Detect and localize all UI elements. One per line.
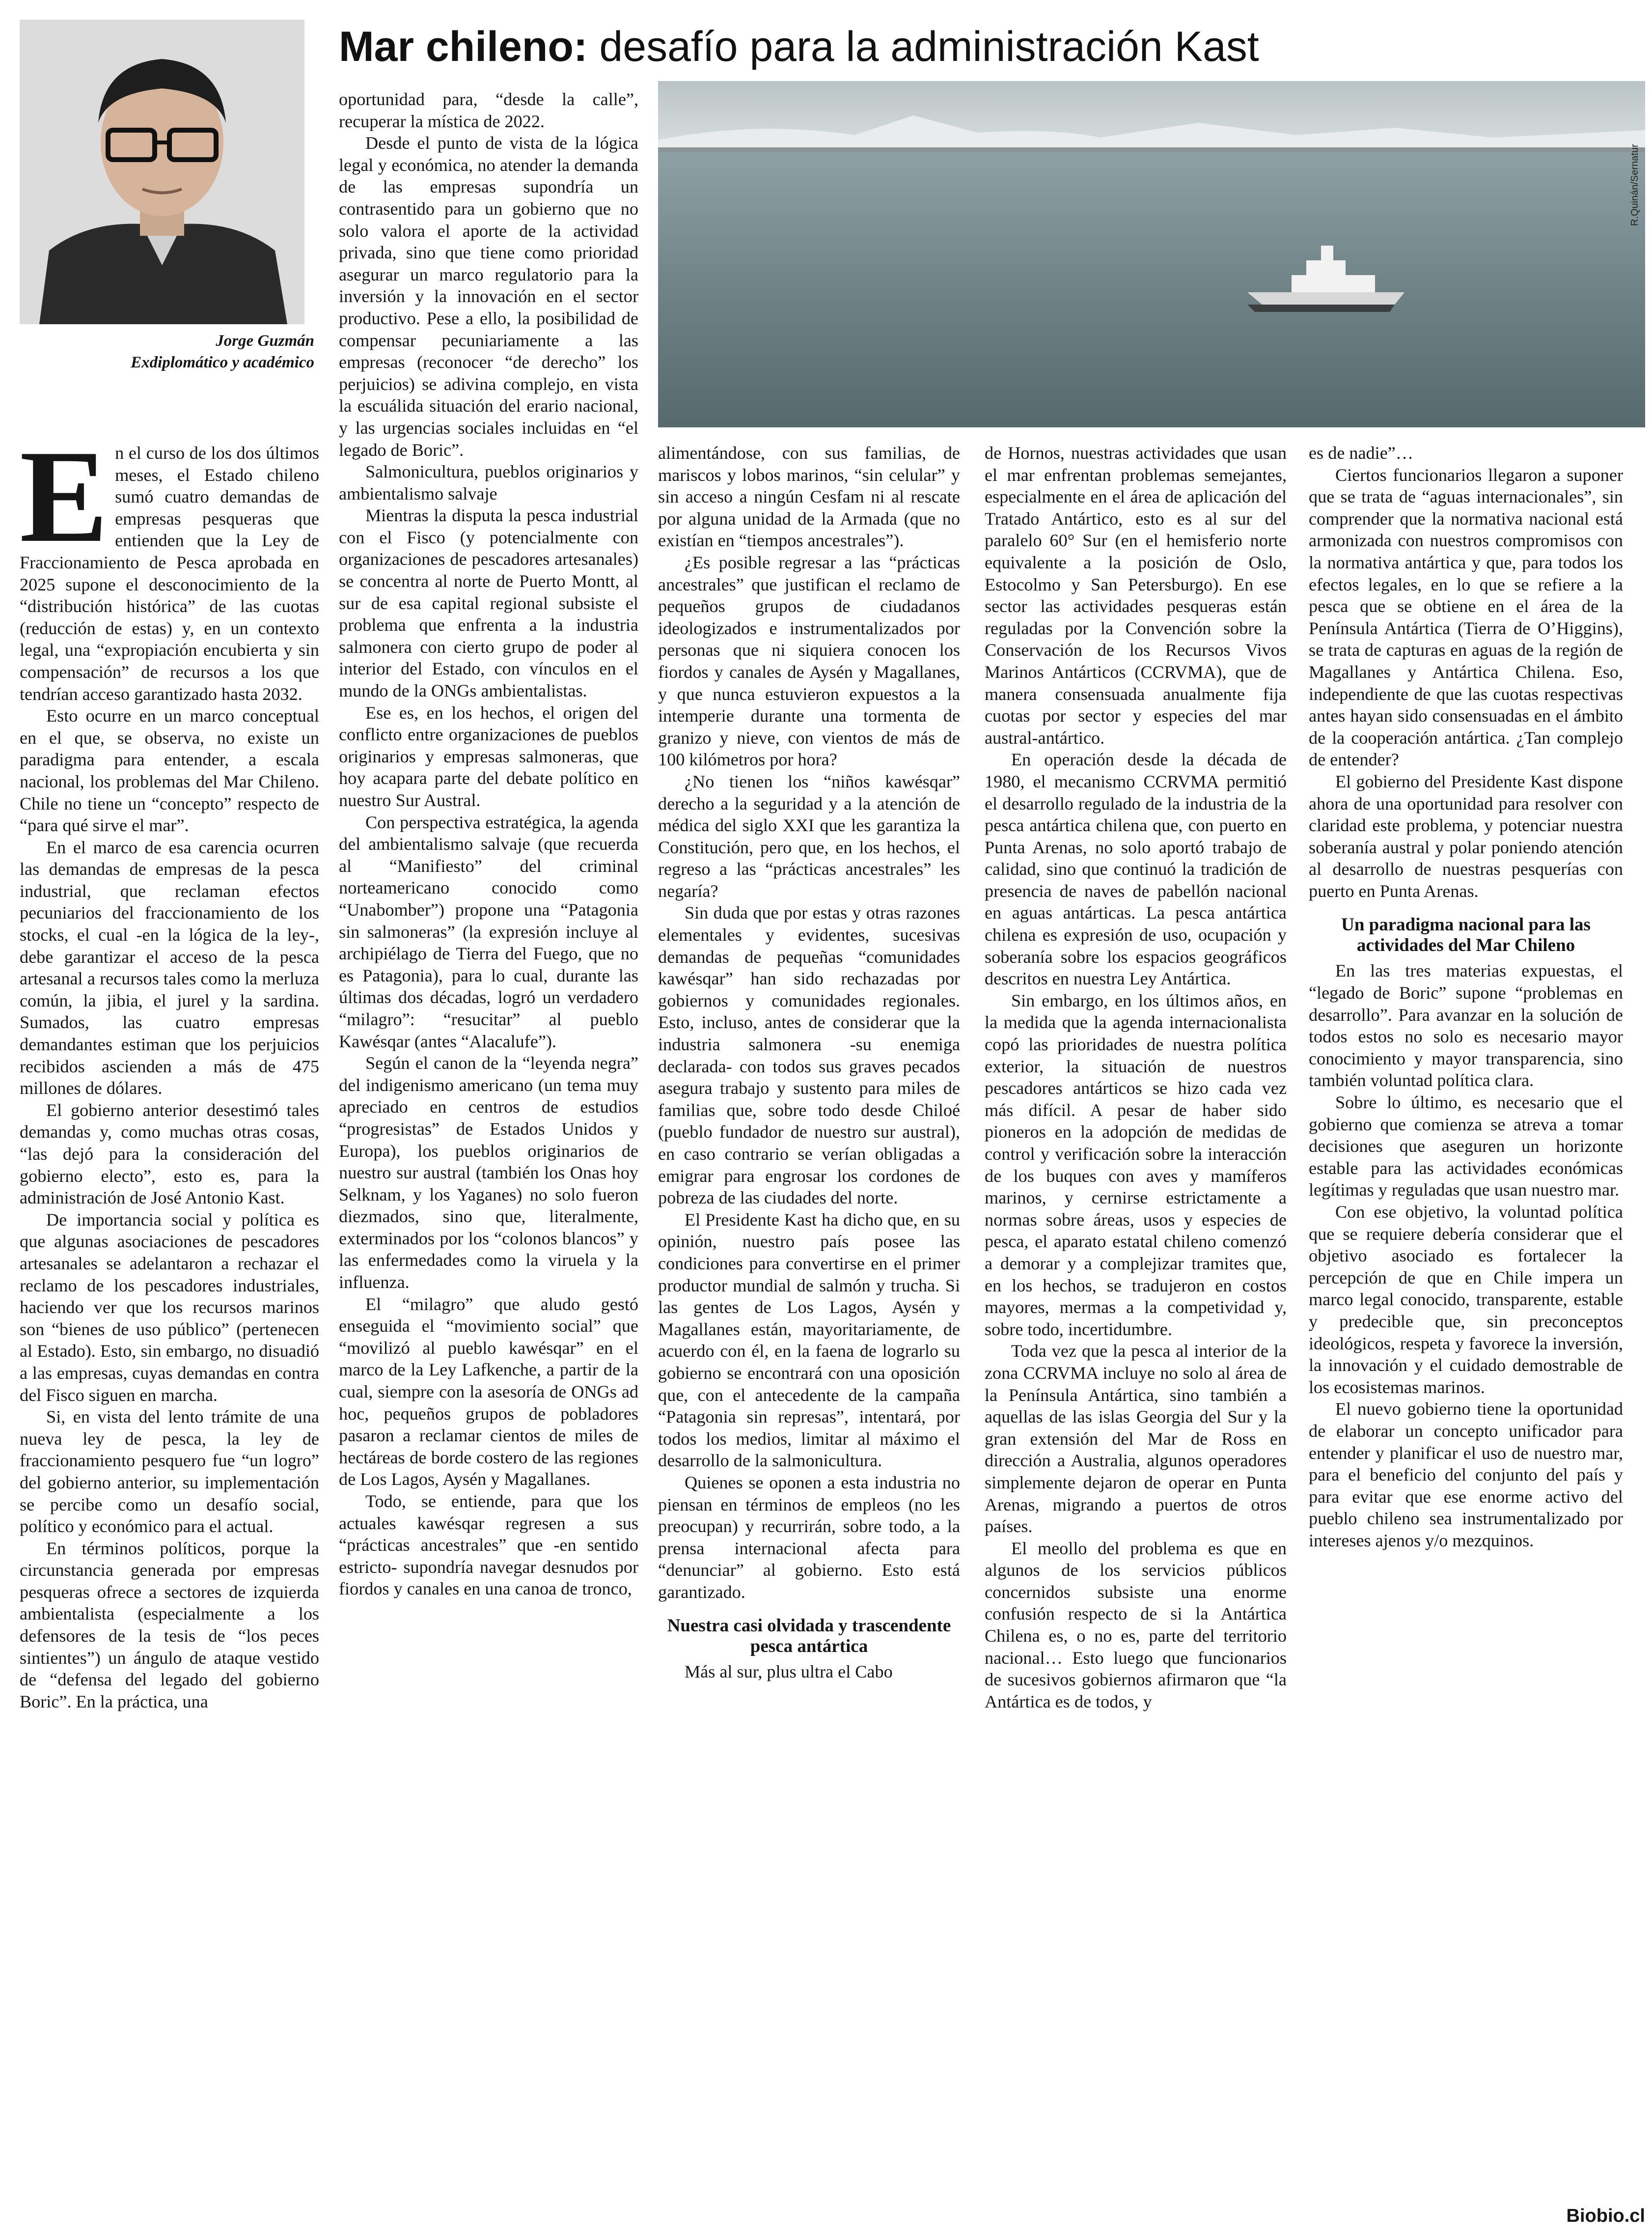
paragraph: El “milagro” que aludo gestó enseguida el “movimiento social” que “movilizó al pueblo kawésqar” en el marco de la Ley Lafkenche, a partir de la cual, siempre con la asesoría de ONGs ad hoc, pequeños grupos de pobladores pasaron a reclamar cientos de miles de hectáreas de borde costero de las regiones de Los Lagos, Aysén y Magallanes.	[339, 1294, 638, 1489]
author-role: Exdiplomático y académico	[131, 354, 314, 371]
paragraph: En las tres materias expuestas, el “legado de Boric” supone “problemas en desarrollo”. Para avanzar en la solución de todos estos no solo es necesario mayor conocimiento y mayor transparencia, sino también voluntad política clara.	[1309, 961, 1623, 1091]
paragraph: oportunidad para, “desde la calle”, recuperar la mística de 2022.	[339, 89, 638, 131]
subheading: Un paradigma nacional para las actividades del Mar Chileno	[1341, 915, 1591, 956]
byline	[20, 330, 314, 373]
paragraph: Ese es, en los hechos, el origen del conflicto entre organizaciones de pueblos originarios y empresas salmoneras, que hoy acapara parte del debate político en nuestro Sur Austral.	[339, 702, 638, 810]
paragraph: Toda vez que la pesca al interior de la zona CCRVMA incluye no solo al área de la Península Antártica, sino también a aquellas de las islas Georgia del Sur y la gran extensión del Mar de Ross en dirección a Australia, algunos operadores simplemente dejaron de operar en Punta Arenas, migrando a puertos de otros países.	[985, 1341, 1287, 1537]
paragraph: Sin duda que por estas y otras razones elementales y evidentes, sucesivas demandas de pequeñas “comunidades kawésqar” han sido rechazadas por gobiernos y comunidades regionales. Esto, incluso, antes de considerar que la industria salmonera -su enemiga declarada- con todos sus graves pecados asegura trabajo y sustento para miles de familias que, sobre todo desde Chiloé (pueblo fundador de nuestro sur austral), en caso contrario se verían obligadas a emigrar para engrosar los cordones de pobreza de las ciudades del norte.	[658, 903, 960, 1208]
headline	[339, 20, 1645, 79]
paragraph: ¿Es posible regresar a las “prácticas ancestrales” que justifican el reclamo de pequeños grupos de ciudadanos ideologizados e instrumentalizados por personas que ni siquiera conocen los fiordos y canales de Aysén y Magallanes, y que nunca estuvieron expuestos a la intemperie durante una tormenta de granizo y nieve, con vientos de más de 100 kilómetros por hora?	[658, 552, 960, 770]
paragraph: En el marco de esa carencia ocurren las demandas de empresas de la pesca industrial, que reclaman efectos pecuniarios del fraccionamiento de los stocks, el cual -en la lógica de la ley-, debe garantizar el acceso de la pesca artesanal a recursos tales como la merluza común, la jibia, el jurel y la sardina. Sumados, las cuatro empresas demandantes estiman que los perjuicios recibidos ascienden a más de 475 millones de dólares.	[20, 837, 319, 1098]
paragraph: Desde el punto de vista de la lógica legal y económica, no atender la demanda de las empresas supondría un contrasentido para un gobierno que no solo valora el aporte de la actividad privada, sino que tiene como prioridad asegurar un marco regulatorio para la inversión y la innovación en el sector productivo. Pese a ello, la posibilidad de compensar pecuniariamente a las empresas (reconocer “de derecho” los perjuicios) se adivina complejo, en vista la escuálida situación del erario nacional, y las urgencias sociales incluidas en “el legado de Boric”.	[339, 133, 638, 460]
paragraph: El nuevo gobierno tiene la oportunidad de elaborar un concepto unificador para entender y planificar el uso de nuestro mar, para el beneficio del conjunto del país y para evitar que ese enorme activo del pueblo chileno sea instrumentalizado por intereses ajenos y/o mezquinos.	[1309, 1399, 1623, 1550]
paragraph: El Presidente Kast ha dicho que, en su opinión, nuestro país posee las condiciones para convertirse en el primer productor mundial de salmón y trucha. Si las gentes de Los Lagos, Aysén y Magallanes están, mayoritariamente, de acuerdo con él, en la faena de lograrlo su gobierno se encontrará con una oposición que, con el antecedente de la campaña “Patagonia sin represas”, intentará, por todos los medios, limitar al máximo el desarrollo de la salmonicultura.	[658, 1209, 960, 1471]
column-1	[20, 423, 319, 1712]
paragraph: alimentándose, con sus familias, de mariscos y lobos marinos, “sin celular” y sin acceso a ningún Cesfam ni al rescate por alguna unidad de la Armada (que no existían en “tiempos ancestrales”).	[658, 443, 960, 551]
paragraph: El gobierno del Presidente Kast dispone ahora de una oportunidad para resolver con claridad este problema, y potenciar nuestra soberanía austral y polar poniendo atención al desarrollo de nuestras pesquerías con puerto en Punta Arenas.	[1309, 771, 1623, 901]
paragraph: Sin embargo, en los últimos años, en la medida que la agenda internacionalista copó las prioridades de nuestra política exterior, la situación de nuestros pescadores antárticos se hizo cada vez más difícil. A pesar de haber sido pioneros en la adopción de medidas de control y verificación sobre la interacción de los buques con aves y mamíferos marinos, y cernirse estrictamente a normas sobre áreas, usos y especies de pesca, el aparato estatal chileno comenzó a demorar y a complejizar tramites que, en los hechos, se tradujeron en costos mayores, mermas a la competividad y, sobre todo, incertidumbre.	[985, 990, 1287, 1339]
subheading: Nuestra casi olvidada y trascendente pesca antártica	[667, 1616, 951, 1657]
paragraph: de Hornos, nuestras actividades que usan el mar enfrentan problemas semejantes, especialmente en el área de aplicación del Tratado Antártico, esto es al sur del paralelo 60° Sur (en el hemisferio norte equivalente a la posición de Oslo, Estocolmo y San Petersburgo). En ese sector las actividades pesqueras están reguladas por la Convención sobre la Conservación de los Recursos Vivos Marinos Antárticos (CCRVMA), que de manera consensuada anualmente fija cuotas por sector y especies del mar austral-antártico.	[985, 443, 1287, 748]
column-4	[985, 442, 1287, 1712]
column-5	[1309, 442, 1623, 1552]
paragraph: En el curso de los dos últimos meses, el Estado chileno sumó cuatro demandas de empresas pesqueras que entienden que la Ley de Fraccionamiento de Pesca aprobada en 2025 supone el desconocimiento de la “distribución histórica” de las cuotas (reducción de estas) y, en un contexto legal, una “expropiación encubierta y sin compensación” de recursos a los que tendrían acceso garantizado hasta 2032.	[20, 423, 319, 704]
column-2	[339, 88, 638, 1600]
author-portrait-image	[20, 20, 304, 324]
headline-bold: Mar chileno:	[339, 23, 588, 70]
paragraph: Salmonicultura, pueblos originarios y ambientalismo salvaje	[339, 462, 638, 504]
dropcap: E	[20, 423, 109, 570]
sea-ship-image	[658, 81, 1645, 427]
paragraph: Con ese objetivo, la voluntad política que se requiere debería considerar que el objetivo asociado es fortalecer la percepción de que en Chile impera un marco legal conocido, transparente, estable y predecible que, sin preconceptos ideológicos, respeta y favorece la inversión, la innovación y el cuidado demostrable de los ecosistemas marinos.	[1309, 1202, 1623, 1397]
column-3	[658, 442, 960, 1683]
paragraph: Si, en vista del lento trámite de una nueva ley de pesca, la ley de fraccionamiento pesquero fue “un logro” del gobierno anterior, su implementación se percibe como un desafío social, político y económico para el actual.	[20, 1407, 319, 1537]
paragraph: Esto ocurre en un marco conceptual en el que, se observa, no existe un paradigma para entender, a escala nacional, los problemas del Mar Chileno. Chile no tiene un “concepto” respecto de “para qué sirve el mar”.	[20, 706, 319, 836]
paragraph: Más al sur, plus ultra el Cabo	[685, 1662, 893, 1682]
paragraph: Quienes se oponen a esta industria no piensan en términos de empleos (no les preocupan) y recurrirán, sobre todo, a la prensa internacional afecta para “denunciar” al gobierno. Esto está garantizado.	[658, 1472, 960, 1602]
antarctic-sea-photo	[658, 81, 1645, 427]
author-name: Jorge Guzmán	[216, 332, 314, 350]
paragraph: Según el canon de la “leyenda negra” del indigenismo americano (un tema muy apreciado en centros de estudios “progresistas” de Estados Unidos y Europa), los pueblos originarios de nuestro sur austral (también los Onas hoy Selknam, y los Yaganes) no solo fueron diezmados, sino que, literalmente, exterminados por los “colonos blancos” y las enfermedades como la viruela y la influenza.	[339, 1053, 638, 1292]
headline-rest: desafío para la administración Kast	[587, 23, 1259, 70]
paragraph: El gobierno anterior desestimó tales demandas y, como muchas otras cosas, “las dejó para la consideración del gobierno electo”, esto es, para la administración de José Antonio Kast.	[20, 1100, 319, 1208]
paragraph: De importancia social y política es que algunas asociaciones de pescadores artesanales se adelantaron a rechazar el reclamo de los pescadores industriales, haciendo ver que los recursos marinos son “bienes de uso público” (pertenecen al Estado). Esto, sin embargo, no disuadió a las empresas, cuyas demandas en contra del Fisco siguen en marcha.	[20, 1209, 319, 1405]
paragraph: Sobre lo último, es necesario que el gobierno que comienza se atreva a tomar decisiones que aseguren un horizonte estable para las actividades económicas legítimas y reguladas que usan nuestro mar.	[1309, 1092, 1623, 1200]
paragraph: Con perspectiva estratégica, la agenda del ambientalismo salvaje (que recuerda al “Manifiesto” del criminal norteamericano conocido como “Unabomber”) propone una “Patagonia sin salmoneras” (la expresión incluye al archipiélago de Tierra del Fuego, que no es Patagonia), para lo cual, durante las últimas dos décadas, logró un verdadero “milagro”: “resucitar” al pueblo Kawésqar (antes “Alacalufe”).	[339, 812, 638, 1051]
paragraph: El meollo del problema es que en algunos de los servicios públicos concernidos subsiste una enorme confusión respecto de si la Antártica Chilena es, o no es, parte del territorio nacional… Esto luego que funcionarios de sucesivos gobiernos afirmaron que “la Antártica es de todos, y	[985, 1538, 1287, 1711]
paragraph: ¿No tienen los “niños kawésqar” derecho a la seguridad y a la atención de médica del siglo XXI que les garantiza la Constitución, pero que, en los hechos, el regreso a las “prácticas ancestrales” les negaría?	[658, 771, 960, 901]
paragraph: Ciertos funcionarios llegaron a suponer que se trata de “aguas internacionales”, sin comprender que la normativa nacional está armonizada con nuestros compromisos con la normativa antártica y que, para todos los efectos legales, en lo que se refiere a la pesca que se obtiene en el área de la Península Antártica (Tierra de O’Higgins), se trata de capturas en aguas de la región de Magallanes y Antártica Chilena. Eso, independiente de que las cuotas respectivas antes hayan sido consensuadas en el ámbito de la cooperación antártica. ¿Tan complejo de entender?	[1309, 465, 1623, 770]
paragraph: es de nadie”…	[1309, 443, 1414, 463]
author-photo	[20, 20, 304, 324]
paragraph: En operación desde la década de 1980, el mecanismo CCRVMA permitió el desarrollo regulado de la industria de la pesca antártica chilena que, con puerto en Punta Arenas, no solo aportó trabajo de calidad, sino que continuó la tradición de presencia de naves de pabellón nacional en aguas antárticas. La pesca antártica chilena es expresión de uso, ocupación y soberanía sobre los espacios geográficos descritos en nuestra Ley Antártica.	[985, 750, 1287, 989]
paragraph: En términos políticos, porque la circunstancia generada por empresas pesqueras ofrece a sectores de izquierda ambientalista (especialmente a los defensores de la tesis de “los peces sintientes”) un ángulo de ataque vestido de “defensa del legado del gobierno Boric”. En la práctica, una	[20, 1538, 319, 1711]
paragraph: Todo, se entiende, para que los actuales kawésqar regresen a sus “prácticas ancestrales” que -en sentido estricto- supondría navegar desnudos por fiordos y canales en una canoa de tronco,	[339, 1491, 638, 1599]
paragraph: Mientras la disputa la pesca industrial con el Fisco (y potencialmente con organizaciones de pescadores artesanales) se concentra al norte de Puerto Montt, al sur de esa capital regional subsiste el problema que enfrenta a la industria salmonera con cierto grupo de poder al interior del Estado, con vínculos en el mundo de la ONGs ambientalistas.	[339, 505, 638, 701]
photo-credit: R.Quinán/Sernatur	[1629, 144, 1640, 226]
source-footer: Biobio.cl	[1566, 2206, 1645, 2226]
